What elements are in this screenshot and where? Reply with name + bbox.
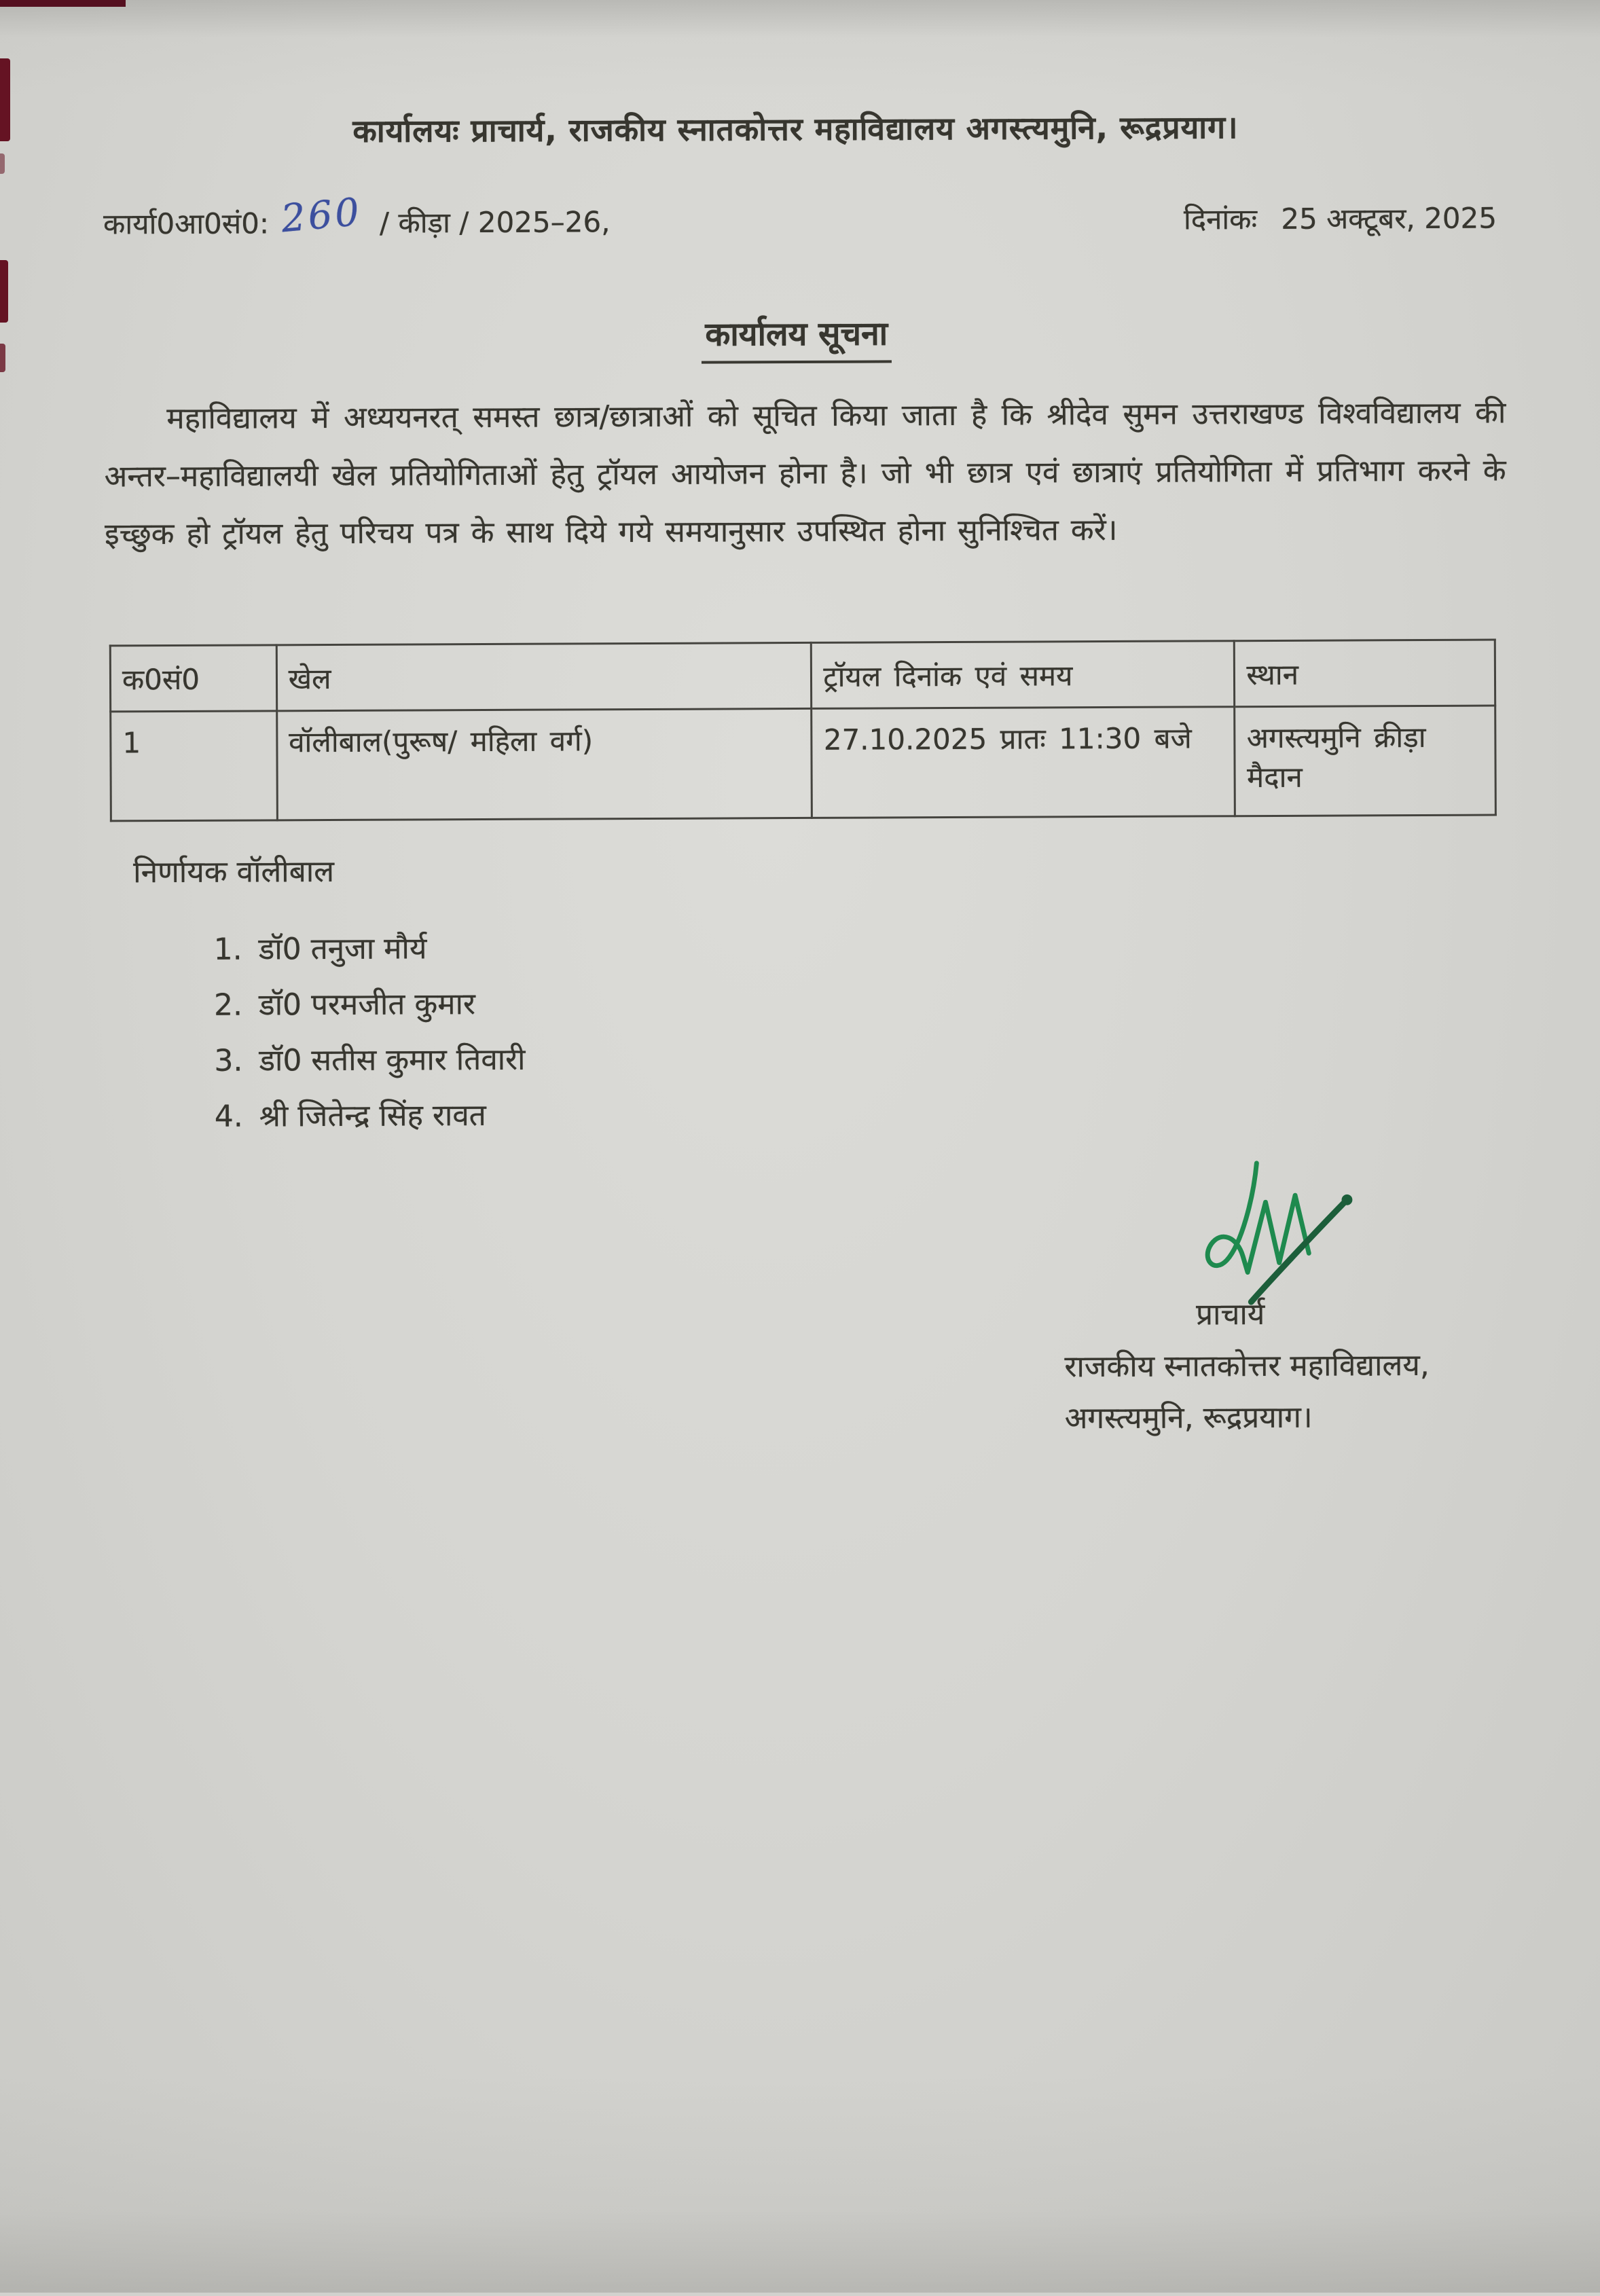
ref-label: कार्या0आ0सं0: [103,206,270,241]
signatory-organization-line2: अगस्त्यमुनि, रूद्रप्रयाग। [1064,1400,1313,1436]
ref-number-handwritten: 260 [279,189,364,242]
notice-body-paragraph: महाविद्यालय में अध्ययनरत् समस्त छात्र/छात्राओं को सूचित किया जाता है कि श्रीदेव सुमन उत्तराखण्ड विश्वविद्यालय की अन्तर–महाविद्यालयी खेल प्रतियोगिताओं हेतु ट्रॉयल आयोजन होना है। जो भी छात्र एवं छात्राएं प्रतियोगिता में प्रतिभाग करने के इच्छुक हो ट्रॉयल हेतु परिचय पत्र के साथ दिये गये समयानुसार उपस्थित होना सुनिश्चित करें। [104,395,1506,552]
judges-heading: निर्णायक वॉलीबाल [133,854,335,890]
notice-title-text: कार्यालय सूचना [701,310,892,363]
col-header-sport: खेल [276,642,812,710]
col-header-trial-datetime: ट्रॉयल दिनांक एवं समय [812,641,1235,709]
trial-schedule-table [109,639,1497,822]
judge-name: डॉ0 परमजीत कुमार [258,987,476,1023]
judge-name: डॉ0 तनुजा मौर्य [258,931,427,967]
list-item [214,1042,525,1080]
table-header-row [110,640,1495,712]
signatory-designation: प्राचार्य [1195,1297,1265,1332]
notice-title [0,308,1597,367]
list-item-number: 4. [214,1099,243,1134]
table-row [111,706,1496,821]
col-header-venue: स्थान [1235,640,1495,707]
signatory-organization-line1: राजकीय स्नातकोत्तर महाविद्यालय, [1064,1347,1430,1385]
list-item [215,1097,526,1135]
date-value: 25 अक्टूबर, 2025 [1281,201,1497,236]
date-label: दिनांकः [1183,202,1258,236]
cell-venue: अगस्त्यमुनि क्रीड़ा मैदान [1235,706,1495,816]
list-item-number: 2. [213,987,243,1023]
list-item-number: 1. [213,932,242,967]
list-item [214,930,525,968]
signature-green-ink-icon [1190,1144,1362,1306]
cell-trial-datetime: 27.10.2025 प्रातः 11:30 बजे [812,707,1235,818]
judges-list [214,930,526,1154]
cell-sport: वॉलीबाल(पुरूष/ महिला वर्ग) [276,708,812,820]
cell-serial: 1 [111,711,277,821]
date-line [1169,198,1497,238]
judge-name: डॉ0 सतीस कुमार तिवारी [259,1042,526,1078]
ref-suffix: / कीड़ा / 2025–26, [379,205,611,240]
judge-name: श्री जितेन्द्र सिंह रावत [259,1098,486,1134]
col-header-serial: क0सं0 [110,645,276,712]
office-letterhead: कार्यालयः प्राचार्य, राजकीय स्नातकोत्तर महाविद्यालय अगस्त्यमुनि, रूद्रप्रयाग। [352,109,1239,149]
reference-row [103,189,1497,243]
reference-number-line [103,189,611,242]
list-item-number: 3. [214,1043,243,1078]
list-item [214,986,525,1024]
